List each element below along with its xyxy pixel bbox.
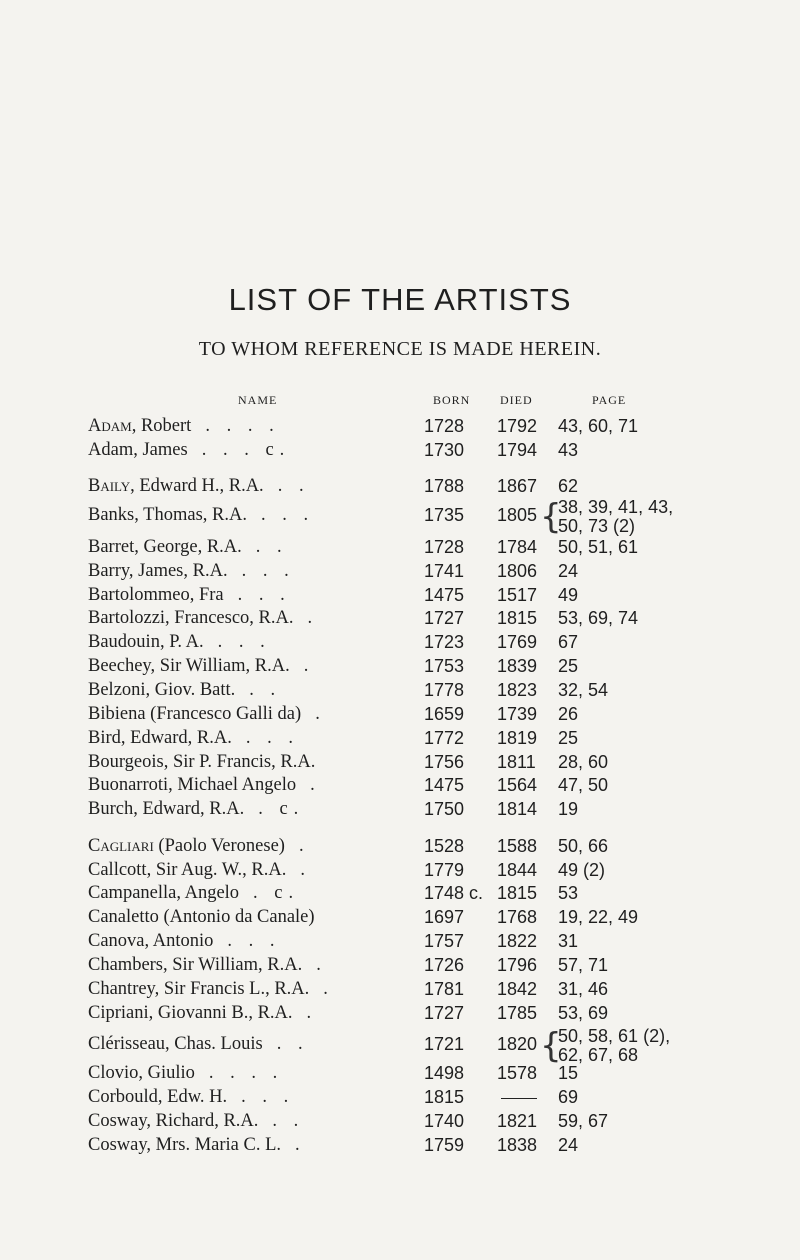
- list-item: [0, 476, 800, 502]
- artist-name: [88, 728, 299, 749]
- artist-name: [88, 907, 329, 928]
- artist-name: [88, 704, 326, 725]
- artist-name: [88, 505, 314, 526]
- died-year: 1796: [497, 955, 538, 975]
- header-page: PAGE: [592, 393, 627, 407]
- artist-name: [88, 836, 310, 857]
- died-year: 1517: [497, 585, 538, 605]
- born-year: 1753: [424, 656, 465, 676]
- artist-name-text: Banks, Thomas, R.A.: [88, 505, 247, 525]
- page-refs: 43, 60, 71: [558, 416, 639, 436]
- page-refs: 53: [558, 883, 579, 903]
- leader-dots: . . .: [217, 632, 271, 652]
- leader-dots: .: [315, 704, 326, 724]
- died-year: 1805: [497, 505, 538, 525]
- leader-dots: . . .: [241, 561, 295, 581]
- born-year: 1778: [424, 680, 465, 700]
- born-year: 1475: [424, 585, 465, 605]
- leader-dots: . . .: [245, 728, 299, 748]
- died-year: 1815: [497, 608, 538, 628]
- died-year: 1578: [497, 1063, 538, 1083]
- born-year: 1788: [424, 476, 465, 496]
- list-item: [0, 1026, 800, 1066]
- leader-dots: .: [310, 775, 321, 795]
- artist-name-text: Corbould, Edw. H.: [88, 1087, 228, 1107]
- artist-name: [88, 561, 295, 582]
- artist-name: [88, 1063, 283, 1084]
- artist-name-text: Canaletto (Antonio da Canale): [88, 907, 315, 927]
- artist-name-text: Adam, James: [88, 440, 188, 460]
- page-refs: 50, 66: [558, 836, 609, 856]
- artist-name-text: Cipriani, Giovanni B., R.A.: [88, 1003, 293, 1023]
- page-refs: 24: [558, 561, 579, 581]
- born-year: 1726: [424, 955, 465, 975]
- page-refs: 50, 51, 61: [558, 537, 639, 557]
- died-year: 1838: [497, 1135, 538, 1155]
- header-born: BORN: [433, 393, 471, 407]
- artist-name-text: Callcott, Sir Aug. W., R.A.: [88, 860, 287, 880]
- leader-dots: . .: [272, 1111, 305, 1131]
- artist-name-text: Campanella, Angelo: [88, 883, 240, 903]
- page-refs: 32, 54: [558, 680, 609, 700]
- leader-dots: .: [303, 656, 315, 676]
- artist-name-text: Bartolozzi, Francesco, R.A.: [88, 608, 294, 628]
- artist-name-text: Beechey, Sir William, R.A.: [88, 656, 290, 676]
- artist-name: [88, 883, 299, 904]
- artist-name-text: Bird, Edward, R.A.: [88, 728, 232, 748]
- page-refs: 43: [558, 440, 579, 460]
- artist-name: [88, 799, 304, 820]
- artist-name: [88, 979, 334, 1000]
- page-refs: 25: [558, 656, 579, 676]
- artist-name-text: Burch, Edward, R.A.: [88, 799, 245, 819]
- page-refs: 49 (2): [558, 860, 606, 880]
- died-year: 1839: [497, 656, 538, 676]
- born-year: 1772: [424, 728, 465, 748]
- leader-dots: . c.: [253, 883, 300, 903]
- artist-name: [88, 1087, 294, 1108]
- born-year: 1723: [424, 632, 465, 652]
- born-year: 1756: [424, 752, 465, 772]
- header-name: NAME: [238, 393, 278, 407]
- artist-name-text: Cosway, Mrs. Maria C. L.: [88, 1135, 282, 1155]
- born-year: 1735: [424, 505, 465, 525]
- died-year: 1768: [497, 907, 538, 927]
- list-item: [0, 416, 800, 442]
- died-year: 1821: [497, 1111, 538, 1131]
- born-year: 1728: [424, 416, 465, 436]
- died-year: 1739: [497, 704, 538, 724]
- born-year: 1730: [424, 440, 465, 460]
- page-refs: [558, 498, 673, 536]
- born-year: 1727: [424, 608, 465, 628]
- page-refs: 49: [558, 585, 579, 605]
- artist-name-text: Bibiena (Francesco Galli da): [88, 704, 302, 724]
- leader-dots: . . .: [227, 931, 281, 951]
- died-year: 1588: [497, 836, 538, 856]
- list-item: [0, 497, 800, 537]
- artist-surname-lead: Cagliari: [88, 836, 154, 856]
- died-year: 1794: [497, 440, 538, 460]
- list-item: [0, 1063, 800, 1089]
- artist-name-text: Canova, Antonio: [88, 931, 214, 951]
- page-refs: 67: [558, 632, 579, 652]
- artist-name-text: (Paolo Veronese): [153, 836, 285, 856]
- list-item: [0, 775, 800, 801]
- leader-dots: . .: [277, 476, 310, 496]
- page-refs: 24: [558, 1135, 579, 1155]
- artist-name: [88, 1111, 304, 1132]
- artist-name-text: Baudouin, P. A.: [88, 632, 204, 652]
- artist-name-text: Barry, James, R.A.: [88, 561, 228, 581]
- leader-dots: .: [316, 955, 327, 975]
- died-year: 1820: [497, 1034, 538, 1054]
- artist-name: [88, 1034, 309, 1055]
- artist-name-text: Clérisseau, Chas. Louis: [88, 1034, 263, 1054]
- born-year: 1498: [424, 1063, 465, 1083]
- died-year: 1792: [497, 416, 538, 436]
- list-item: [0, 979, 800, 1005]
- artist-name-text: Cosway, Richard, R.A.: [88, 1111, 259, 1131]
- artist-name-text: Barret, George, R.A.: [88, 537, 242, 557]
- page-refs: 53, 69: [558, 1003, 609, 1023]
- artist-name-text: Clovio, Giulio: [88, 1063, 195, 1083]
- page-refs: 59, 67: [558, 1111, 609, 1131]
- page-refs: 26: [558, 704, 579, 724]
- born-year: 1781: [424, 979, 465, 999]
- artist-name: [88, 931, 281, 952]
- list-item: [0, 537, 800, 563]
- list-item: [0, 728, 800, 754]
- list-item: [0, 883, 800, 909]
- unknown-dash: [501, 1098, 537, 1099]
- artist-name: [88, 955, 327, 976]
- list-item: [0, 955, 800, 981]
- born-year: 1759: [424, 1135, 465, 1155]
- died-year: 1814: [497, 799, 538, 819]
- leader-dots: . . .: [260, 505, 315, 525]
- born-year: 1740: [424, 1111, 465, 1131]
- list-item: [0, 561, 800, 587]
- list-item: [0, 656, 800, 682]
- artist-name-text: Bourgeois, Sir P. Francis, R.A.: [88, 752, 316, 772]
- born-year: 1659: [424, 704, 465, 724]
- died-year: 1823: [497, 680, 538, 700]
- died-year: 1842: [497, 979, 538, 999]
- page-refs-line: 38, 39, 41, 43,: [558, 497, 674, 517]
- list-item: [0, 608, 800, 634]
- list-item: [0, 1135, 800, 1161]
- artist-name: [88, 680, 281, 701]
- artist-name: [88, 656, 314, 677]
- page-refs: 25: [558, 728, 579, 748]
- born-year: 1727: [424, 1003, 465, 1023]
- died-year: 1819: [497, 728, 538, 748]
- list-item: [0, 680, 800, 706]
- born-year: 1475: [424, 775, 465, 795]
- leader-dots: . .: [255, 537, 288, 557]
- page-refs: 31, 46: [558, 979, 609, 999]
- died-year: 1815: [497, 883, 538, 903]
- artist-name-text: Buonarroti, Michael Angelo: [88, 775, 297, 795]
- artist-name-text: , Robert: [131, 416, 192, 436]
- artist-name-text: Belzoni, Giov. Batt.: [88, 680, 236, 700]
- born-year: 1721: [424, 1034, 465, 1054]
- born-year: 1741: [424, 561, 465, 581]
- page-refs: 69: [558, 1087, 579, 1107]
- page-refs-line: 50, 73 (2): [558, 516, 636, 536]
- died-year: 1822: [497, 931, 538, 951]
- born-year: 1528: [424, 836, 465, 856]
- header-died: DIED: [500, 393, 533, 407]
- born-year: 1757: [424, 931, 465, 951]
- leader-dots: . . .: [237, 585, 291, 605]
- page-refs-line: 50, 58, 61 (2),: [558, 1026, 671, 1046]
- artist-name: [88, 752, 329, 773]
- page-refs: 57, 71: [558, 955, 609, 975]
- brace-icon: {: [540, 497, 562, 537]
- died-year: 1769: [497, 632, 538, 652]
- leader-dots: .: [307, 608, 319, 628]
- artist-name: [88, 440, 290, 461]
- leader-dots: . . . c.: [201, 440, 291, 460]
- list-item: [0, 1087, 800, 1113]
- page-refs: 28, 60: [558, 752, 609, 772]
- artist-name: [88, 416, 280, 437]
- page-refs: 47, 50: [558, 775, 609, 795]
- list-item: [0, 931, 800, 957]
- died-year: [497, 1087, 537, 1108]
- leader-dots: . c.: [258, 799, 305, 819]
- page-refs: 15: [558, 1063, 579, 1083]
- list-item: [0, 1111, 800, 1137]
- leader-dots: . . .: [241, 1087, 295, 1107]
- died-year: 1564: [497, 775, 538, 795]
- artist-name: [88, 860, 311, 881]
- list-item: [0, 1003, 800, 1029]
- artist-name-text: Bartolommeo, Fra: [88, 585, 224, 605]
- page-refs: 31: [558, 931, 579, 951]
- leader-dots: . .: [249, 680, 282, 700]
- artist-surname-lead: Adam: [88, 416, 132, 436]
- brace-icon: {: [540, 1026, 562, 1066]
- artist-name: [88, 1135, 306, 1156]
- page-refs-line: 62, 67, 68: [558, 1045, 639, 1065]
- artist-surname-lead: Baily: [88, 476, 131, 496]
- page-subtitle: TO WHOM REFERENCE IS MADE HEREIN.: [198, 338, 602, 360]
- page-refs: [558, 1027, 670, 1065]
- born-year: 1779: [424, 860, 465, 880]
- list-item: [0, 907, 800, 933]
- leader-dots: . .: [276, 1034, 309, 1054]
- died-year: 1811: [497, 752, 536, 772]
- leader-dots: .: [298, 836, 310, 856]
- born-year: 1748 c.: [424, 883, 484, 903]
- died-year: 1784: [497, 537, 538, 557]
- artist-name: [88, 476, 310, 497]
- list-item: [0, 632, 800, 658]
- list-item: [0, 799, 800, 825]
- died-year: 1785: [497, 1003, 538, 1023]
- list-item: [0, 440, 800, 466]
- born-year: 1728: [424, 537, 465, 557]
- page-refs: 19: [558, 799, 579, 819]
- born-year: 1815: [424, 1087, 465, 1107]
- leader-dots: .: [306, 1003, 318, 1023]
- died-year: 1844: [497, 860, 538, 880]
- page-refs: 53, 69, 74: [558, 608, 639, 628]
- artist-name-text: , Edward H., R.A.: [130, 476, 264, 496]
- artist-name: [88, 585, 291, 606]
- artist-name: [88, 632, 271, 653]
- born-year: 1697: [424, 907, 465, 927]
- died-year: 1867: [497, 476, 538, 496]
- artist-name-text: Chantrey, Sir Francis L., R.A.: [88, 979, 310, 999]
- page-title: LIST OF THE ARTISTS: [228, 282, 572, 317]
- page-refs: 62: [558, 476, 579, 496]
- artist-name: [88, 1003, 317, 1024]
- leader-dots: .: [295, 1135, 306, 1155]
- artist-name: [88, 537, 288, 558]
- leader-dots: . . . .: [208, 1063, 284, 1083]
- leader-dots: .: [323, 979, 334, 999]
- artist-name: [88, 775, 321, 796]
- leader-dots: .: [300, 860, 312, 880]
- list-item: [0, 836, 800, 862]
- artist-name-text: Chambers, Sir William, R.A.: [88, 955, 303, 975]
- died-year: 1806: [497, 561, 538, 581]
- list-item: [0, 704, 800, 730]
- leader-dots: . . . .: [205, 416, 280, 436]
- page-refs: 19, 22, 49: [558, 907, 639, 927]
- born-year: 1750: [424, 799, 465, 819]
- artist-name: [88, 608, 318, 629]
